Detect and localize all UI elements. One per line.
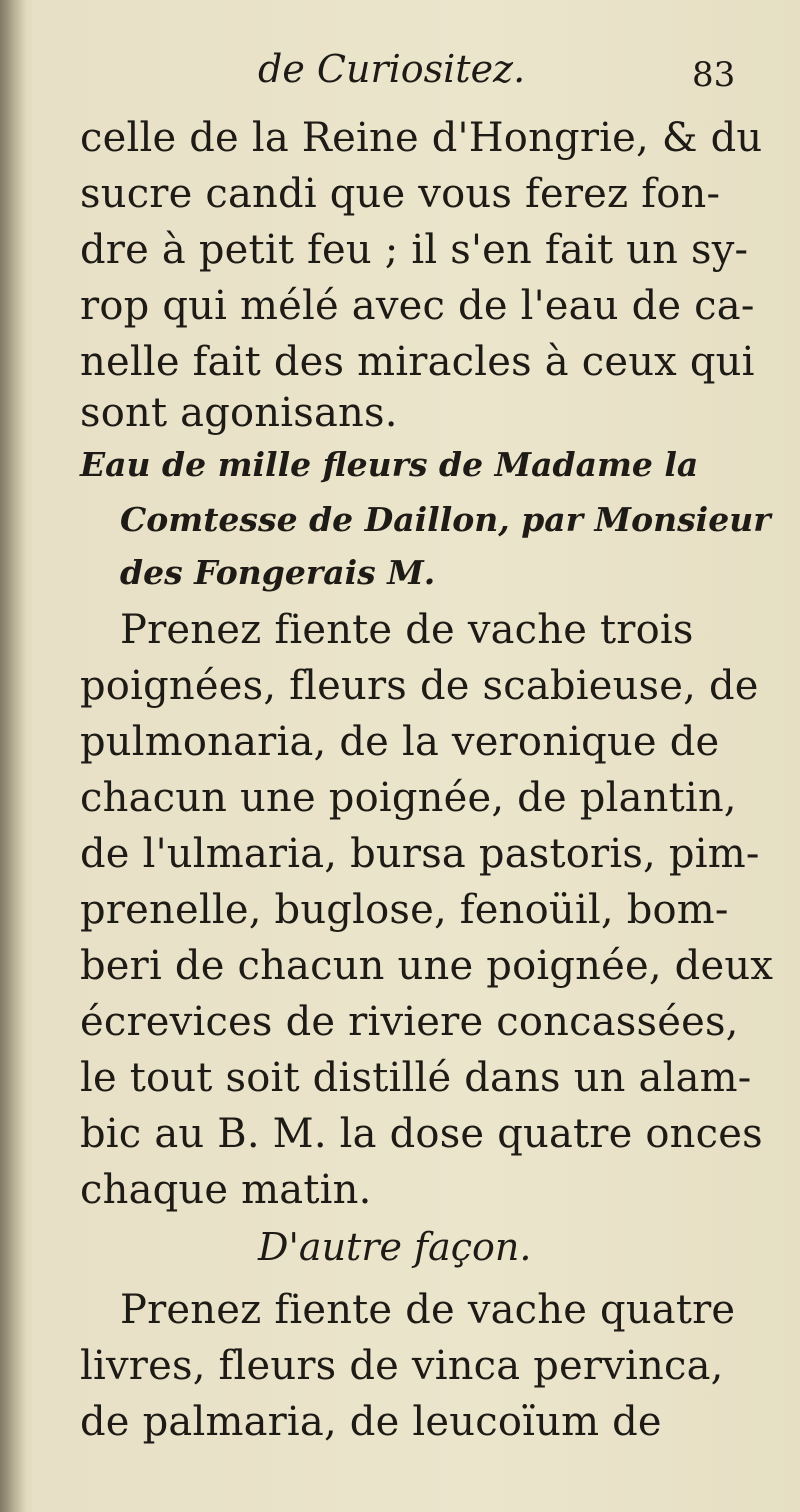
text-line: sont agonisans. bbox=[80, 390, 398, 436]
text-line: prenelle, buglose, fenoüil, bom- bbox=[80, 887, 729, 933]
running-title: de Curiositez. bbox=[258, 47, 526, 91]
text-line: de palmaria, de leucoïum de bbox=[80, 1399, 662, 1445]
recipe-title: Comtesse de Daillon, par Monsieur bbox=[120, 500, 771, 539]
text-line: dre à petit feu ; il s'en fait un sy- bbox=[80, 227, 749, 273]
text-line: nelle fait des miracles à ceux qui bbox=[80, 339, 755, 385]
text-line: sucre candi que vous ferez fon- bbox=[80, 171, 721, 217]
text-line: pulmonaria, de la veronique de bbox=[80, 719, 720, 765]
text-line: Prenez fiente de vache trois bbox=[120, 607, 694, 653]
text-line: écrevices de riviere concassées, bbox=[80, 999, 739, 1045]
text-line: Prenez fiente de vache quatre bbox=[120, 1287, 736, 1333]
recipe-title: Eau de mille fleurs de Madame la bbox=[80, 445, 699, 484]
text-line: chaque matin. bbox=[80, 1167, 372, 1213]
text-line: celle de la Reine d'Hongrie, & du bbox=[80, 115, 763, 161]
text-line: de l'ulmaria, bursa pastoris, pim- bbox=[80, 831, 760, 877]
text-line: rop qui mélé avec de l'eau de ca- bbox=[80, 283, 755, 329]
text-line: le tout soit distillé dans un alam- bbox=[80, 1055, 752, 1101]
text-line: beri de chacun une poignée, deux bbox=[80, 943, 774, 989]
section-subtitle: D'autre façon. bbox=[258, 1225, 532, 1269]
recipe-title: des Fongerais M. bbox=[120, 553, 436, 592]
text-line: poignées, fleurs de scabieuse, de bbox=[80, 663, 759, 709]
text-line: livres, fleurs de vinca pervinca, bbox=[80, 1343, 724, 1389]
gutter-shadow bbox=[0, 0, 26, 1512]
text-line: chacun une poignée, de plantin, bbox=[80, 775, 737, 821]
text-line: bic au B. M. la dose quatre onces bbox=[80, 1111, 763, 1157]
page-number: 83 bbox=[692, 55, 736, 95]
